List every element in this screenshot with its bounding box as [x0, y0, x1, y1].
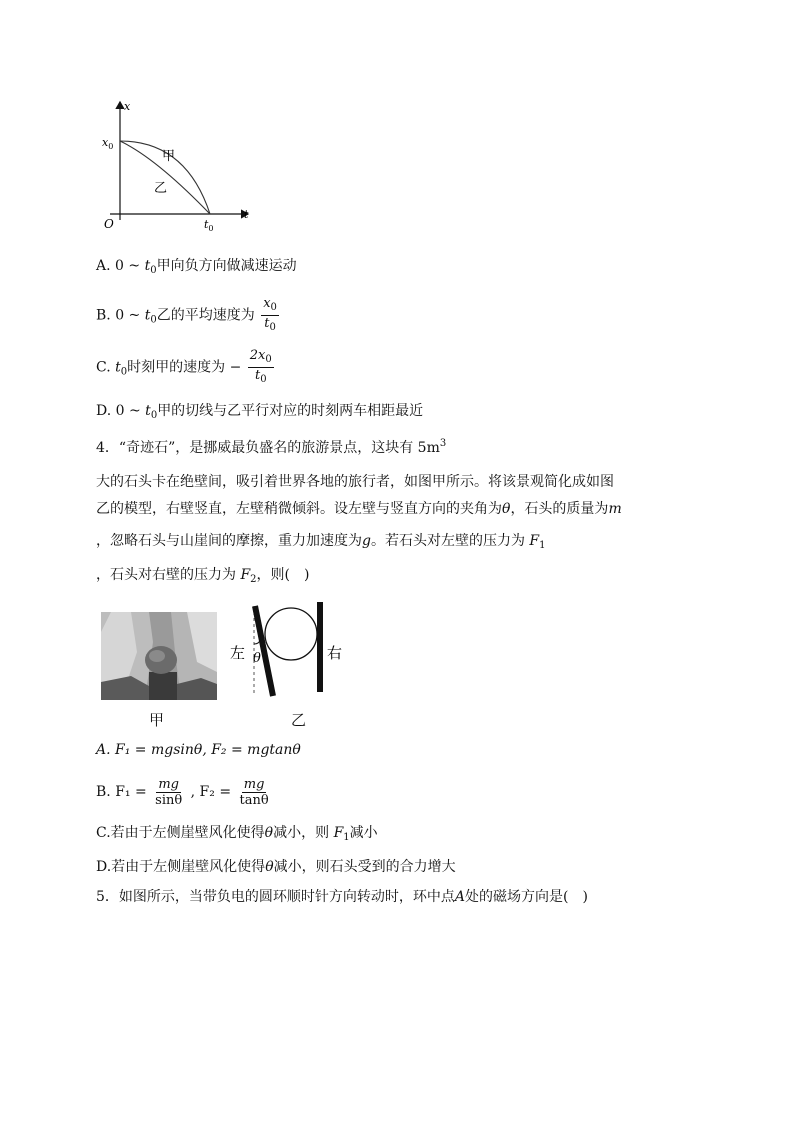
- q4-line-4: ，忽略石头与山崖间的摩擦，重力加速度为g。若石头对左壁的压力为 $F_1$: [96, 533, 546, 551]
- axis-y-label: x: [124, 100, 131, 113]
- q3-option-c: C. $t_0$时刻甲的速度为 − $\frac{2x_0}{t_0}$: [96, 348, 272, 385]
- wall-model-diagram: [226, 600, 356, 700]
- q4-option-b: B. F₁ = $\frac{mg}{\sin\theta}$ , F₂ = $\frac{mg}{\tan\theta}$: [96, 776, 269, 808]
- q4-option-a: A. F₁ = mgsinθ, F₂ = mgtanθ: [96, 742, 301, 758]
- origin-label: O: [104, 217, 114, 231]
- right-label: 右: [327, 644, 343, 662]
- curve-jia-label: 甲: [162, 149, 176, 164]
- fig-yi-caption: 乙: [291, 711, 307, 729]
- fraction-2x0-over-t0: $\frac{2x_0}{t_0}$: [249, 348, 272, 385]
- q3-option-a: A. 0 ~ $t_0$甲向负方向做减速运动: [96, 258, 297, 276]
- photo-kjeragbolten: [101, 612, 217, 700]
- t0-label: $t_0$: [204, 218, 214, 233]
- left-label: 左: [230, 644, 246, 662]
- xt-graph: [96, 96, 256, 236]
- fraction-mg-over-sin: $\frac{mg}{\sin\theta}$: [155, 776, 183, 808]
- q3-option-b: B. 0 ~ $t_0$乙的平均速度为 $\frac{x_0}{t_0}$: [96, 296, 277, 333]
- curve-yi-label: 乙: [154, 181, 168, 196]
- q4-option-c: C.若由于左侧崖壁风化使得θ减小，则 $F_1$减小: [96, 825, 378, 843]
- fig-jia-caption: 甲: [149, 711, 165, 729]
- q4-line-2: 大的石头卡在绝壁间，吸引着世界各地的旅行者，如图甲所示。将该景观简化成如图: [96, 474, 614, 490]
- q3-option-d: D. 0 ~ $t_0$甲的切线与乙平行对应的时刻两车相距最近: [96, 403, 424, 421]
- q4-line-3: 乙的模型，右壁竖直，左壁稍微倾斜。设左壁与竖直方向的夹角为θ，石头的质量为m: [96, 501, 622, 517]
- q4-option-d: D.若由于左侧崖壁风化使得θ减小，则石头受到的合力增大: [96, 859, 456, 875]
- stone-circle: [265, 608, 317, 660]
- q5-question: 5．如图所示，当带负电的圆环顺时针方向转动时，环中点A处的磁场方向是( ): [96, 889, 588, 905]
- x0-label: $x_0$: [102, 136, 114, 151]
- fraction-x0-over-t0: $\frac{x_0}{t_0}$: [263, 296, 277, 333]
- q4-line-1: 4．“奇迹石”，是挪威最负盛名的旅游景点，这块有 $5m^3$: [96, 438, 447, 456]
- q4-line-5: ，石头对右壁的压力为 $F_2$，则( ): [96, 567, 310, 585]
- theta-label: θ: [253, 651, 261, 666]
- fraction-mg-over-tan: $\frac{mg}{\tan\theta}$: [239, 776, 269, 808]
- axis-x-label: t: [244, 208, 249, 221]
